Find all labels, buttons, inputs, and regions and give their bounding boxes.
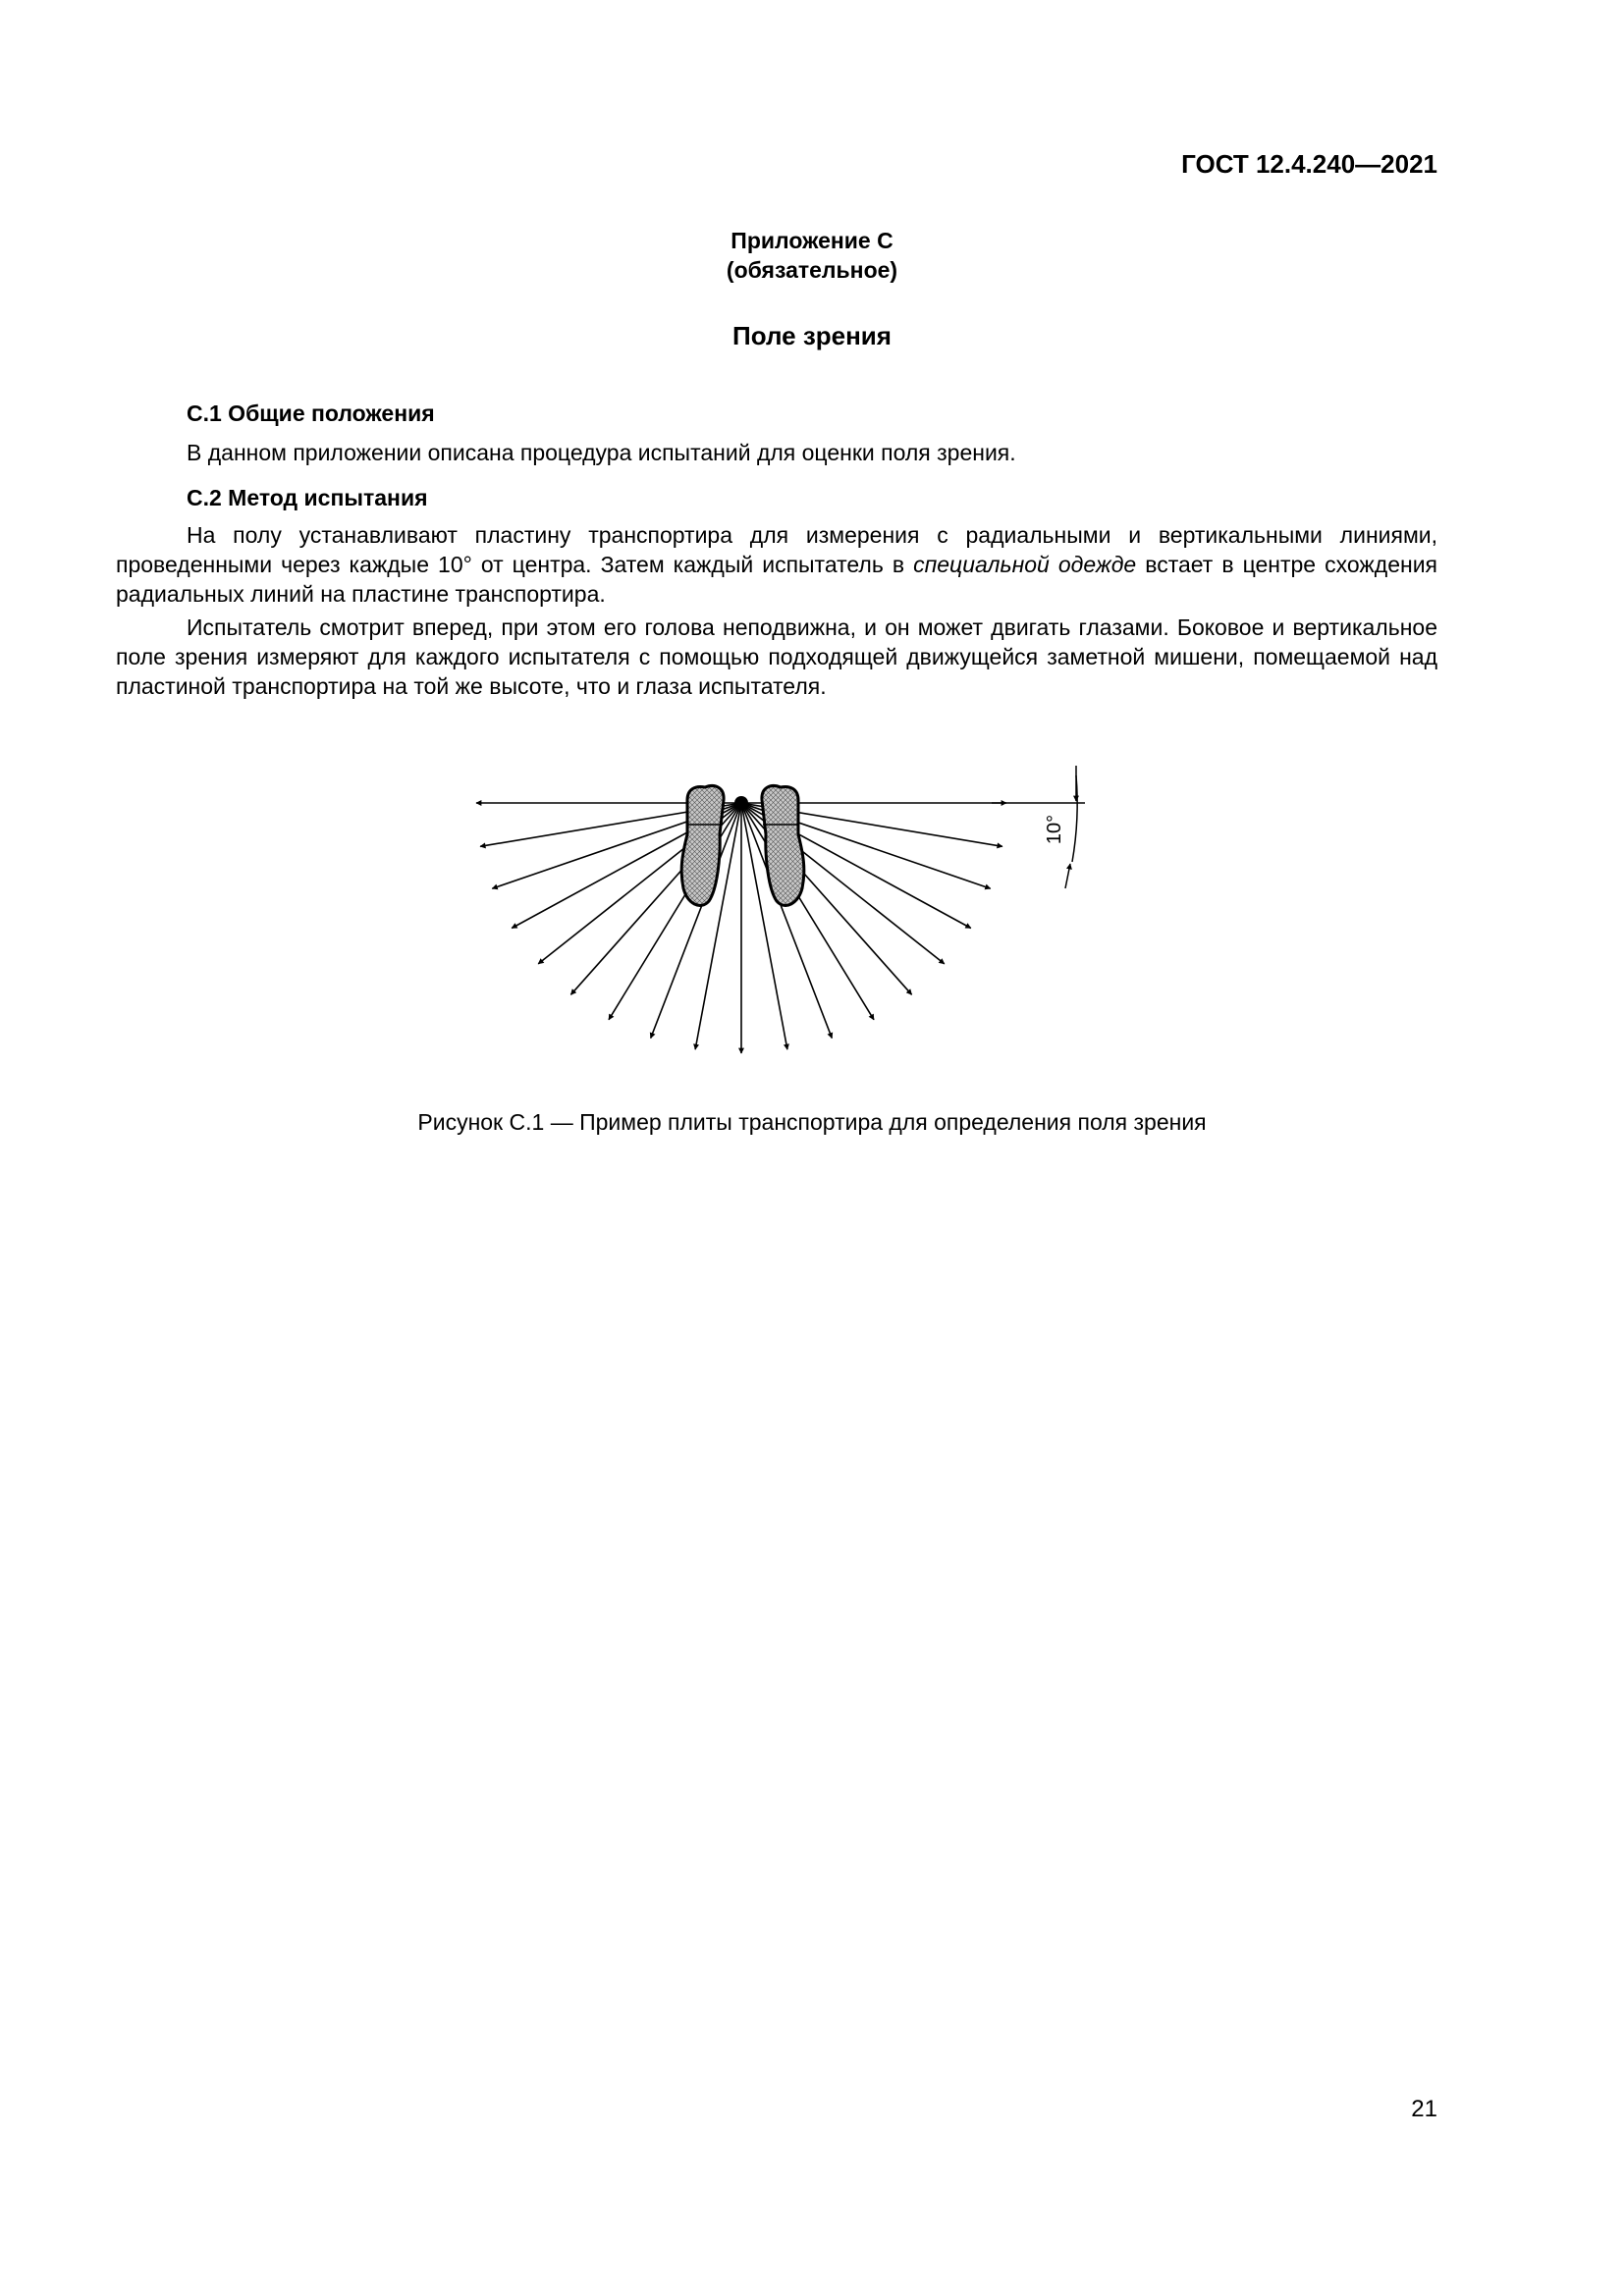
annex-status: (обязательное) (726, 257, 898, 283)
annex-subject: Поле зрения (732, 321, 892, 350)
right-shoe-icon (762, 786, 804, 906)
angle-label: 10° (1044, 814, 1065, 845)
protractor-plate-figure (461, 756, 1110, 1070)
section-heading-c1: С.1 Общие положения (187, 400, 435, 426)
paragraph-text-end: встает в центре схождения радиальных линий на пластине транспортира. (116, 552, 1437, 607)
section-heading-c2: С.2 Метод испытания (187, 485, 428, 510)
left-shoe-icon (681, 786, 724, 906)
center-point (734, 796, 748, 810)
paragraph-text: Испытатель смотрит вперед, при этом его голова неподвижна, и он может двигать глазами. Боковое и вертикальное поле зрения измеряют для каждого испытателя с помощью подходящей движущейся заметной мишени, помещаемой над пластиной транспортира на той же высоте, что и глаза испытателя. (116, 614, 1437, 699)
annex-name: Приложение С (731, 228, 893, 253)
document-code: ГОСТ 12.4.240—2021 (1181, 149, 1437, 179)
figure-caption: Рисунок С.1 — Пример плиты транспортира для определения поля зрения (417, 1109, 1207, 1135)
page-number: 21 (1411, 2096, 1437, 2122)
paragraph-text-start: На полу устанавливают пластину транспортира для измерения с радиальными и вертикальными линиями, проведенными через каждые 10° от центра. Затем каждый испытатель в (116, 522, 1437, 577)
section-c2-paragraph-2 (116, 613, 1437, 701)
section-c1-paragraph: В данном приложении описана процедура испытаний для оценки поля зрения. (187, 440, 1016, 465)
emphasis-text: специальной одежде (913, 552, 1137, 577)
angle-dimension (992, 766, 1085, 888)
section-c2-paragraph-1 (116, 520, 1437, 609)
radial-lines (476, 803, 1006, 1053)
